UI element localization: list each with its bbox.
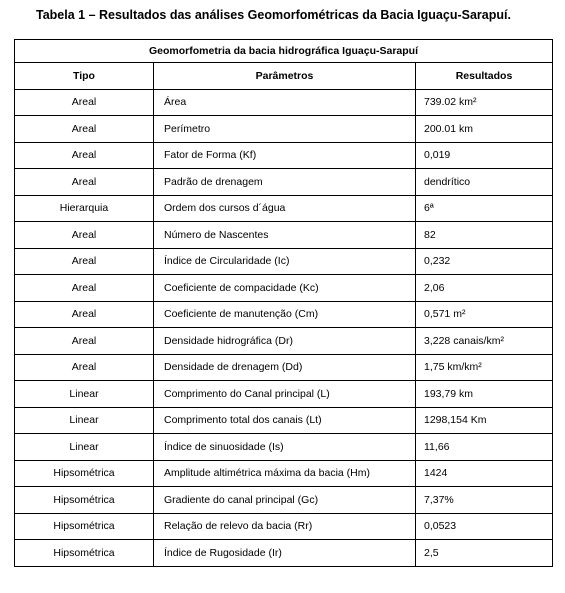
table-row [15, 460, 553, 487]
table-row [15, 354, 553, 381]
cell-parametro: Perímetro [154, 116, 416, 143]
cell-parametro: Relação de relevo da bacia (Rr) [154, 513, 416, 540]
cell-tipo: Areal [15, 169, 154, 196]
cell-tipo: Linear [15, 407, 154, 434]
header-resultados: Resultados [416, 63, 553, 90]
cell-parametro: Coeficiente de compacidade (Kc) [154, 275, 416, 302]
cell-resultado: 1,75 km/km² [416, 354, 553, 381]
cell-resultado: 1424 [416, 460, 553, 487]
cell-tipo: Areal [15, 275, 154, 302]
cell-tipo: Areal [15, 222, 154, 249]
cell-resultado: dendrítico [416, 169, 553, 196]
table-caption: Tabela 1 – Resultados das análises Geomorfométricas da Bacia Iguaçu-Sarapuí. [36, 8, 511, 22]
cell-resultado: 0,571 m² [416, 301, 553, 328]
table-header-row [15, 63, 553, 90]
cell-resultado: 193,79 km [416, 381, 553, 408]
cell-tipo: Areal [15, 301, 154, 328]
cell-tipo: Linear [15, 434, 154, 461]
table-row [15, 328, 553, 355]
cell-resultado: 0,0523 [416, 513, 553, 540]
cell-resultado: 2,06 [416, 275, 553, 302]
geomorphometry-table [14, 39, 553, 567]
cell-tipo: Areal [15, 248, 154, 275]
cell-parametro: Padrão de drenagem [154, 169, 416, 196]
cell-parametro: Amplitude altimétrica máxima da bacia (Hm) [154, 460, 416, 487]
cell-tipo: Hipsométrica [15, 487, 154, 514]
table-body [15, 89, 553, 566]
cell-parametro: Coeficiente de manutenção (Cm) [154, 301, 416, 328]
table-row [15, 195, 553, 222]
table-row [15, 301, 553, 328]
table-row [15, 407, 553, 434]
cell-parametro: Ordem dos cursos d´água [154, 195, 416, 222]
cell-tipo: Hipsométrica [15, 460, 154, 487]
table-row [15, 540, 553, 567]
cell-tipo: Linear [15, 381, 154, 408]
table-title: Geomorfometria da bacia hidrográfica Iguaçu-Sarapuí [15, 40, 553, 63]
cell-tipo: Hierarquia [15, 195, 154, 222]
table-row [15, 222, 553, 249]
table-row [15, 487, 553, 514]
table-row [15, 116, 553, 143]
table-row [15, 275, 553, 302]
cell-parametro: Número de Nascentes [154, 222, 416, 249]
cell-parametro: Índice de Circularidade (Ic) [154, 248, 416, 275]
cell-resultado: 6ª [416, 195, 553, 222]
table-row [15, 169, 553, 196]
cell-resultado: 82 [416, 222, 553, 249]
cell-tipo: Areal [15, 328, 154, 355]
cell-resultado: 739.02 km² [416, 89, 553, 116]
cell-tipo: Areal [15, 354, 154, 381]
cell-parametro: Comprimento do Canal principal (L) [154, 381, 416, 408]
header-tipo: Tipo [15, 63, 154, 90]
table-title-row [15, 40, 553, 63]
cell-resultado: 11,66 [416, 434, 553, 461]
cell-resultado: 0,232 [416, 248, 553, 275]
cell-resultado: 2,5 [416, 540, 553, 567]
cell-parametro: Área [154, 89, 416, 116]
cell-tipo: Areal [15, 89, 154, 116]
cell-resultado: 7,37% [416, 487, 553, 514]
table-row [15, 434, 553, 461]
cell-tipo: Areal [15, 142, 154, 169]
cell-parametro: Gradiente do canal principal (Gc) [154, 487, 416, 514]
cell-tipo: Hipsométrica [15, 513, 154, 540]
cell-resultado: 200.01 km [416, 116, 553, 143]
table-row [15, 89, 553, 116]
cell-parametro: Densidade hidrográfica (Dr) [154, 328, 416, 355]
cell-parametro: Comprimento total dos canais (Lt) [154, 407, 416, 434]
cell-parametro: Índice de sinuosidade (Is) [154, 434, 416, 461]
table-row [15, 513, 553, 540]
cell-parametro: Fator de Forma (Kf) [154, 142, 416, 169]
cell-resultado: 3,228 canais/km² [416, 328, 553, 355]
cell-parametro: Densidade de drenagem (Dd) [154, 354, 416, 381]
cell-parametro: Índice de Rugosidade (Ir) [154, 540, 416, 567]
table-row [15, 142, 553, 169]
cell-resultado: 0,019 [416, 142, 553, 169]
header-parametros: Parâmetros [154, 63, 416, 90]
cell-resultado: 1298,154 Km [416, 407, 553, 434]
table-row [15, 248, 553, 275]
table-row [15, 381, 553, 408]
cell-tipo: Hipsométrica [15, 540, 154, 567]
cell-tipo: Areal [15, 116, 154, 143]
